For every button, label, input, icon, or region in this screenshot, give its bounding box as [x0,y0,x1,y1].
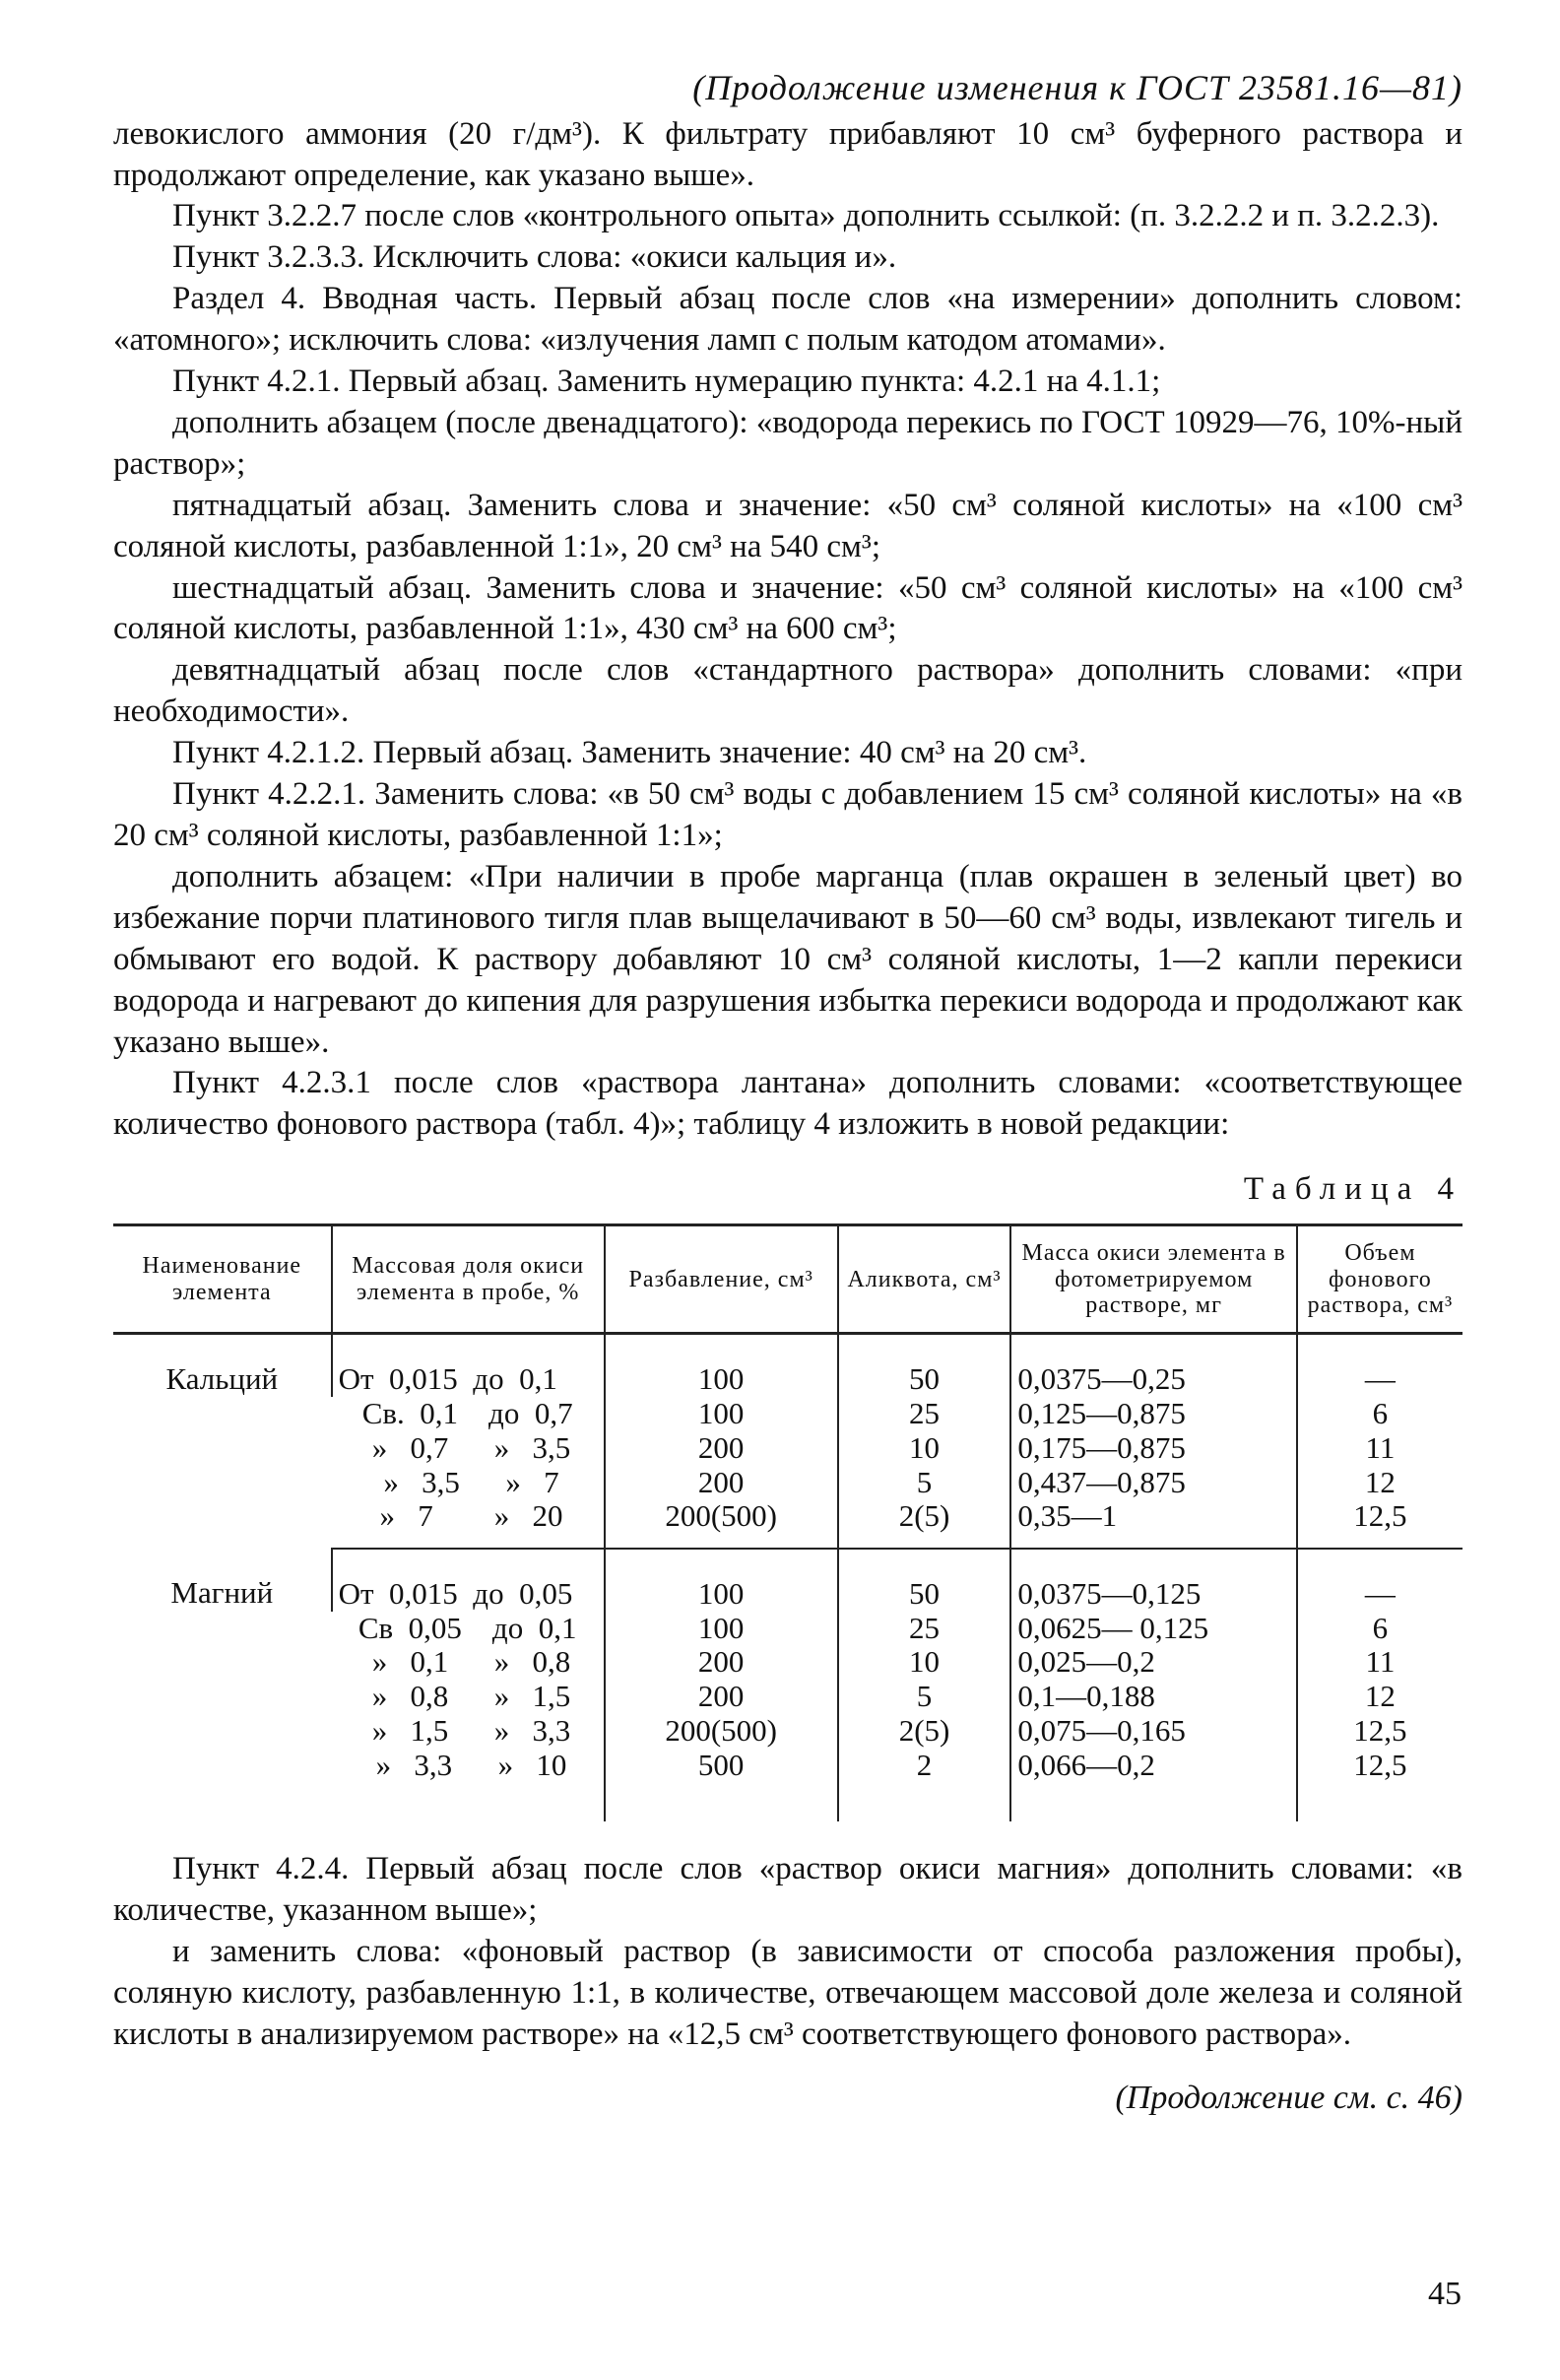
volume-cell: — [1297,1334,1462,1397]
dilution-cell: 100 [605,1549,838,1612]
volume-cell: 6 [1297,1397,1462,1431]
aliquot-cell: 5 [838,1680,1011,1714]
mass-cell: 0,125—0,875 [1010,1397,1296,1431]
table-row [113,1549,1462,1612]
aliquot-cell: 50 [838,1549,1011,1612]
document-page [113,69,1462,2117]
dilution-cell: 200(500) [605,1499,838,1549]
range-cell: » 1,5 » 3,3 [364,1712,571,1748]
aliquot-cell: 25 [838,1612,1011,1646]
volume-cell: 11 [1297,1645,1462,1680]
volume-cell: 12,5 [1297,1499,1462,1549]
header-element: Наименование элемента [113,1225,332,1334]
page-number: 45 [1428,2276,1462,2312]
dilution-cell: 200 [605,1466,838,1500]
mass-cell: 0,437—0,875 [1010,1466,1296,1500]
paragraph: Пункт 4.2.4. Первый абзац после слов «раствор окиси магния» дополнить словами: «в количестве, указанном выше»; [113,1851,1462,1929]
running-head: (Продолжение изменения к ГОСТ 23581.16—81) [692,68,1462,107]
element-name: Кальций [165,1361,279,1397]
mass-cell: 0,35—1 [1010,1499,1296,1549]
paragraph: Пункт 4.2.1. Первый абзац. Заменить нумерацию пункта: 4.2.1 на 4.1.1; [172,364,1161,400]
paragraph: левокислого аммония (20 г/дм³). К фильтрату прибавляют 10 см³ буферного раствора и продолжают определение, как указано выше». [113,115,1462,193]
range-cell: » 0,8 » 1,5 [364,1679,571,1714]
mass-cell: 0,075—0,165 [1010,1714,1296,1749]
aliquot-cell: 2(5) [838,1714,1011,1749]
mass-cell: 0,0375—0,25 [1010,1334,1296,1397]
body-text [113,114,1462,1147]
aliquot-cell: 10 [838,1431,1011,1466]
aliquot-cell: 2 [838,1749,1011,1822]
dilution-cell: 200 [605,1680,838,1714]
paragraph: шестнадцатый абзац. Заменить слова и значение: «50 см³ соляной кислоты» на «100 см³ соляной кислоты, разбавленной 1:1», 430 см³ на 600 см³; [113,569,1462,647]
aliquot-cell: 5 [838,1466,1011,1500]
paragraph: и заменить слова: «фоновый раствор (в зависимости от способа разложения пробы), соляную кислоту, разбавленную 1:1, в количестве, отвечающем массовой доле железа и соляной кислоты в анализируемом растворе» на «12,5 см³ соответствующего фонового раствора». [113,1934,1462,2052]
paragraph: Пункт 4.2.3.1 после слов «раствора лантана» дополнить словами: «соответствующее количество фонового раствора (табл. 4)»; таблицу 4 изложить в новой редакции: [113,1065,1462,1143]
dilution-cell: 200 [605,1645,838,1680]
table-4 [113,1223,1462,1821]
volume-cell: 6 [1297,1612,1462,1646]
table-row [113,1334,1462,1397]
mass-cell: 0,175—0,875 [1010,1431,1296,1466]
header-oxide-mass: Масса окиси элемента в фотометрируемом растворе, мг [1010,1225,1296,1334]
paragraph: девятнадцатый абзац после слов «стандартного раствора» дополнить словами: «при необходимости». [113,652,1462,730]
aliquot-cell: 25 [838,1397,1011,1431]
table-caption: Таблица 4 [1243,1171,1462,1208]
volume-cell: 12,5 [1297,1714,1462,1749]
aliquot-cell: 2(5) [838,1499,1011,1549]
table-header-row [113,1225,1462,1334]
range-cell: » 3,5 » 7 [375,1464,559,1499]
paragraph: Пункт 4.2.1.2. Первый абзац. Заменить значение: 40 см³ на 20 см³. [172,735,1087,771]
continuation-note: (Продолжение см. с. 46) [1115,2079,1462,2116]
dilution-cell: 200(500) [605,1714,838,1749]
paragraph: Пункт 3.2.3.3. Исключить слова: «окиси кальция и». [172,239,897,276]
mass-cell: 0,0375—0,125 [1010,1549,1296,1612]
volume-cell: 12,5 [1297,1749,1462,1822]
aliquot-cell: 10 [838,1645,1011,1680]
paragraph: Раздел 4. Вводная часть. Первый абзац после слов «на измерении» дополнить словом: «атомного»; исключить слова: «излучения ламп с полым катодом атомами». [113,281,1462,359]
volume-cell: 12 [1297,1466,1462,1500]
header-aliquot: Аликвота, см³ [838,1225,1011,1334]
range-cell: От 0,015 до 0,05 [332,1549,605,1612]
dilution-cell: 100 [605,1334,838,1397]
range-cell: Св. 0,1 до 0,7 [361,1396,573,1431]
range-cell: Св 0,05 до 0,1 [358,1610,577,1645]
mass-cell: 0,025—0,2 [1010,1645,1296,1680]
range-cell: » 7 » 20 [332,1499,605,1549]
body-text-after [113,1849,1462,2056]
header-background-volume: Объем фонового раствора, см³ [1297,1225,1462,1334]
volume-cell: 12 [1297,1680,1462,1714]
range-cell: От 0,015 до 0,1 [332,1334,605,1397]
element-name: Магний [170,1575,274,1611]
range-cell: » 3,3 » 10 [367,1747,567,1782]
mass-cell: 0,066—0,2 [1010,1749,1296,1822]
header-dilution: Разбавление, см³ [605,1225,838,1334]
paragraph: дополнить абзацем: «При наличии в пробе марганца (плав окрашен в зеленый цвет) во избежание порчи платинового тигля плав выщелачивают в 50—60 см³ воды, извлекают тигель и обмывают его водой. К раствору добавляют 10 см³ соляной кислоты, 1—2 капли перекиси водорода и нагревают до кипения для разрушения избытка перекиси водорода и продолжают как указано выше». [113,858,1462,1060]
dilution-cell: 100 [605,1397,838,1431]
range-cell: » 0,1 » 0,8 [364,1644,571,1680]
paragraph: пятнадцатый абзац. Заменить слова и значение: «50 см³ соляной кислоты» на «100 см³ соляной кислоты, разбавленной 1:1», 20 см³ на 540 см³; [113,487,1462,564]
paragraph: Пункт 3.2.2.7 после слов «контрольного опыта» дополнить ссылкой: (п. 3.2.2.2 и п. 3.2.2.3). [172,198,1440,234]
range-cell: » 0,7 » 3,5 [364,1429,571,1465]
volume-cell: — [1297,1549,1462,1612]
dilution-cell: 100 [605,1612,838,1646]
paragraph: дополнить абзацем (после двенадцатого): «водорода перекись по ГОСТ 10929—76, 10%-ный раствор»; [113,404,1462,482]
paragraph: Пункт 4.2.2.1. Заменить слова: «в 50 см³ воды с добавлением 15 см³ соляной кислоты» на «в 20 см³ соляной кислоты, разбавленной 1:1»; [113,776,1462,853]
volume-cell: 11 [1297,1431,1462,1466]
dilution-cell: 200 [605,1431,838,1466]
aliquot-cell: 50 [838,1334,1011,1397]
mass-cell: 0,1—0,188 [1010,1680,1296,1714]
mass-cell: 0,0625— 0,125 [1010,1612,1296,1646]
header-mass-fraction: Массовая доля окиси элемента в пробе, % [332,1225,605,1334]
dilution-cell: 500 [605,1749,838,1822]
